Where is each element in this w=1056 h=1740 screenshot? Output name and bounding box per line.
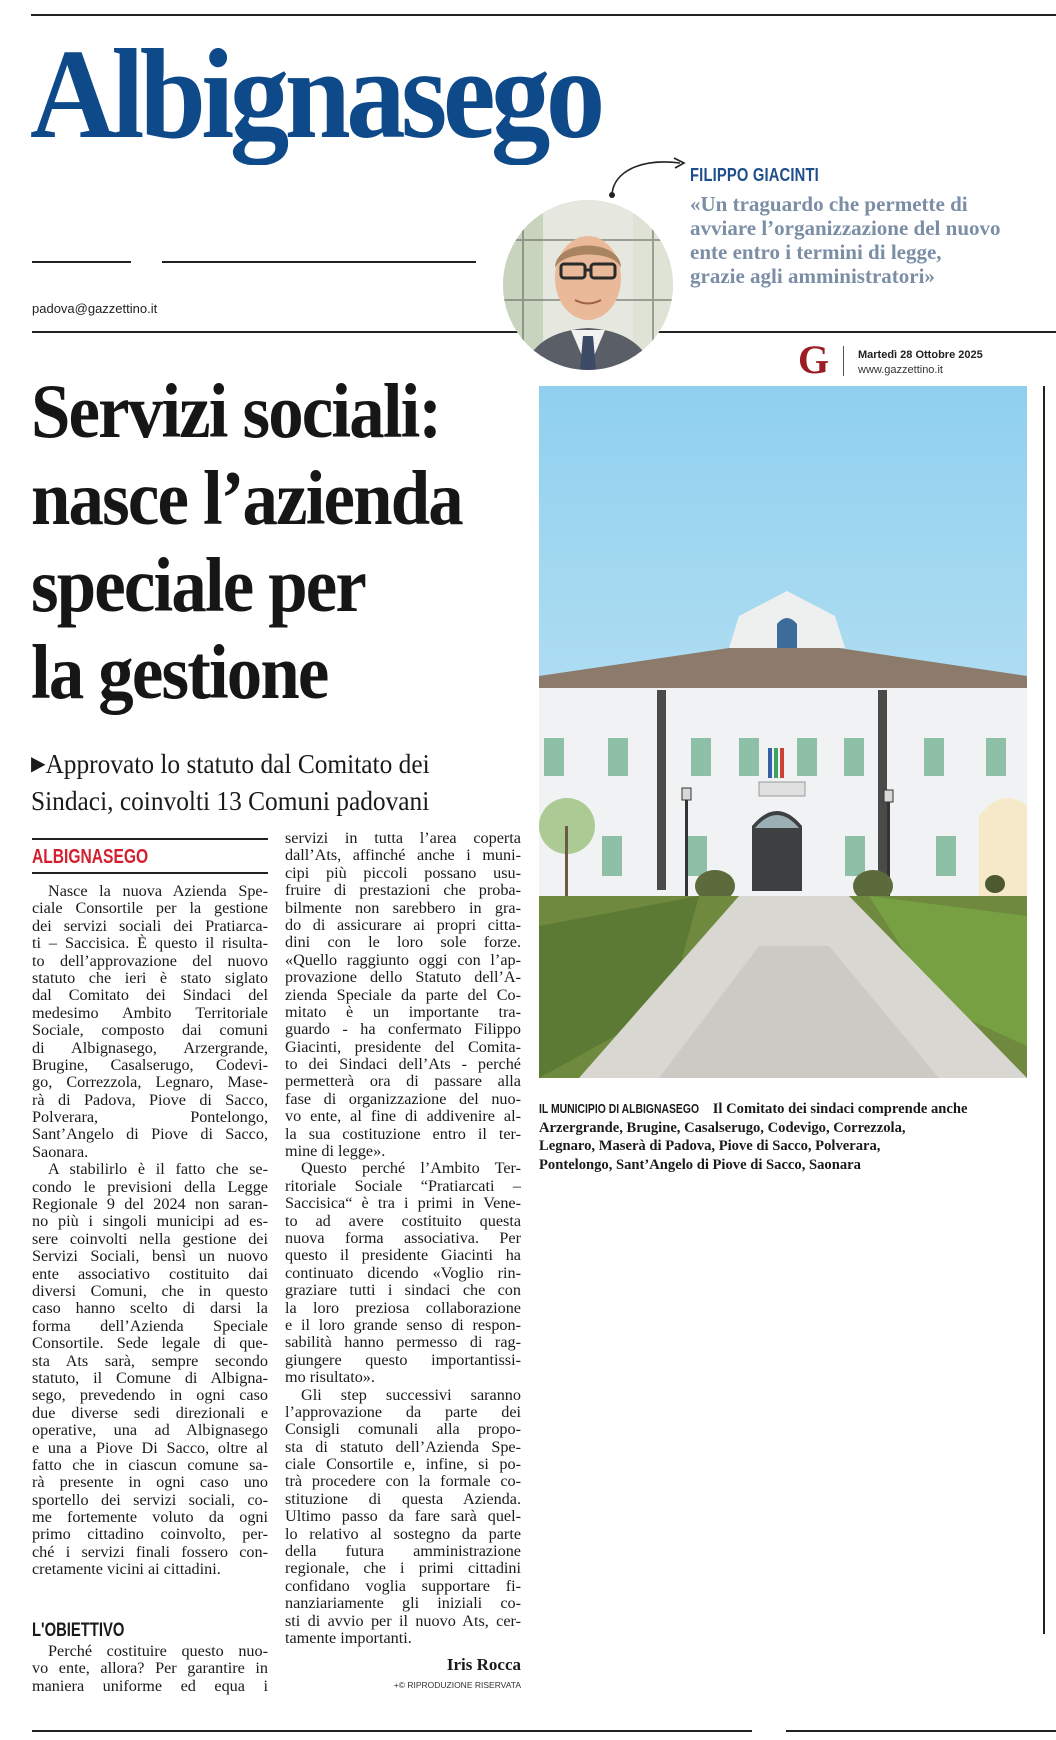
body-text-line: fatto che in ciascun comune sa- — [32, 1455, 268, 1474]
subheadline-deck — [31, 747, 430, 818]
quote-line: «Un traguardo che permette di — [690, 192, 968, 216]
caption-line: Pontelongo, Sant’Angelo di Piove di Sacco, Saonara — [539, 1156, 861, 1173]
body-text-line: go, Correzzola, Legnaro, Mase- — [32, 1073, 268, 1092]
body-text-line: medesimo Ambito Territoriale — [32, 1003, 268, 1022]
gazzettino-logo: G — [798, 337, 830, 382]
town-hall-photo — [539, 386, 1027, 1078]
logo-separator — [843, 346, 844, 376]
body-text-line: ritoriale Sociale “Pratiarcati – — [285, 1176, 521, 1195]
body-text-line: Gli step successivi saranno — [301, 1385, 521, 1404]
body-text-line: sabilità hanno permesso di rag- — [285, 1333, 521, 1352]
body-text-line: tamente importanti. — [285, 1628, 412, 1647]
body-text-line: diversi Comuni, che in questo — [32, 1281, 268, 1300]
top-rule — [31, 14, 1056, 16]
body-text-line: graziare tutti i sindaci che con — [285, 1281, 521, 1300]
body-text-line: Sant’Angelo di Piove di Sacco, — [32, 1125, 268, 1144]
body-text-line: Saccisica“ è tra i primi in Vene- — [285, 1194, 521, 1213]
headline-line: la gestione — [31, 629, 328, 715]
quote-author: FILIPPO GIACINTI — [690, 165, 819, 185]
body-text-line: vo ente, allora? Per garantire in — [32, 1659, 268, 1678]
headline — [31, 368, 462, 716]
body-text-line: no più i singoli municipi ad es- — [32, 1212, 268, 1231]
body-text-line: Regionale 9 del 2024 non saran- — [32, 1195, 268, 1214]
body-text-line: dall’Ats, affinché anche i muni- — [285, 846, 521, 865]
body-text-line: ché i servizi finali fossero con- — [32, 1542, 268, 1561]
article-column-2 — [285, 830, 521, 1647]
body-text-line: l’approvazione da parte dei — [285, 1402, 521, 1421]
byline: Iris Rocca — [446, 1655, 521, 1674]
body-text-line: regionale, che i primi cittadini — [285, 1559, 521, 1578]
kicker-rule-bottom — [32, 872, 268, 874]
quote-line: grazie agli amministratori» — [690, 264, 935, 288]
body-text-line: la loro preziosa collaborazione — [285, 1298, 521, 1317]
town-hall-image — [539, 386, 1027, 1078]
body-text-line: e una a Piove Di Sacco, oltre al — [32, 1438, 268, 1457]
body-text-line: servizi in tutta l’area coperta — [285, 829, 521, 847]
caption-label: IL MUNICIPIO DI ALBIGNASEGO — [539, 1101, 700, 1116]
body-text-line: sti di avvio per il nuovo Ats, cer- — [285, 1611, 521, 1630]
body-text-line: cipi più piccoli possano usu- — [285, 863, 521, 882]
body-text-line: operative, una ad Albignasego — [32, 1421, 268, 1440]
body-text-line: fruire di prestazioni che proba- — [285, 881, 521, 900]
body-text-line: sportello dei servizi sociali, co- — [32, 1490, 268, 1509]
body-text-line: la sua costituzione entro il ter- — [285, 1124, 521, 1143]
body-text-line: continuato dicendo «Voglio rin- — [285, 1263, 521, 1282]
body-text-line: cretamente vicini ai cittadini. — [32, 1560, 221, 1579]
issue-date: Martedì 28 Ottobre 2025 — [858, 349, 983, 361]
body-text-line: nanziariamente gli iniziali co- — [285, 1594, 521, 1613]
triangle-bullet-icon: ▶ — [31, 753, 46, 775]
kicker-location: ALBIGNASEGO — [32, 846, 149, 868]
body-text-line: Giacinti, presidente del Comita- — [285, 1037, 521, 1056]
body-text-line: to dei Sindaci dell’Ats - perché — [285, 1055, 521, 1074]
body-text-line: nuova forma associativa. Per — [285, 1228, 521, 1247]
body-text-line: mo risultato». — [285, 1368, 375, 1387]
deck-line: Approvato lo statuto dal Comitato dei — [45, 749, 430, 779]
body-text-line: permetterà ora di passare alla — [285, 1072, 521, 1091]
body-text-line: condo le previsioni della Legge — [32, 1177, 268, 1196]
deck-line: Sindaci, coinvolti 13 Comuni padovani — [31, 786, 430, 816]
header-rule-long — [162, 261, 476, 263]
kicker-rule-top — [32, 838, 268, 840]
body-text-line: me fortemente voluto da ogni — [32, 1508, 268, 1527]
body-text-line: primo cittadino coinvolto, per- — [32, 1525, 268, 1544]
body-text-line: ente associativo costituito dai — [32, 1264, 268, 1283]
body-text-line: Servizi Sociali, bensì un nuovo — [32, 1247, 268, 1266]
body-text-line: caso hanno scelto di darsi la — [32, 1299, 268, 1318]
body-text-line: provazione dello Statuto dell’A- — [285, 968, 521, 987]
body-text-line: mitato è un importante tra- — [285, 1002, 521, 1021]
body-text-line: e il loro grande senso di respon- — [285, 1315, 521, 1334]
body-text-line: Perché costituire questo nuo- — [48, 1642, 268, 1660]
article-column-1-continued — [32, 1643, 268, 1695]
body-text-line: due diverse sedi direzionali e — [32, 1403, 268, 1422]
caption-line: Il Comitato dei sindaci comprende anche — [712, 1101, 968, 1117]
body-text-line: ciale Consortile per la gestione — [32, 899, 268, 918]
body-text-line: zienda Speciale da parte del Co- — [285, 985, 521, 1004]
pull-quote — [690, 192, 1056, 288]
body-text-line: stituzione di questa Azienda. — [285, 1489, 521, 1508]
body-text-line: Saonara. — [32, 1142, 89, 1161]
body-text-line: ciale Consortile e, infine, si po- — [285, 1455, 521, 1474]
caption-line: Legnaro, Maserà di Padova, Piove di Sacco, Polverara, — [539, 1138, 881, 1155]
body-text-line: «Quello raggiunto oggi con l’ap- — [285, 950, 521, 969]
body-text-line: ti – Saccisica. È questo il risulta- — [32, 934, 268, 953]
headline-line: nasce l’azienda — [31, 455, 462, 541]
caption-line: Arzergrande, Brugine, Casalserugo, Codevigo, Correzzola, — [539, 1119, 906, 1136]
body-text-line: trà procedere con la formale co- — [285, 1472, 521, 1491]
body-text-line: Brugine, Casalserugo, Codevi- — [32, 1055, 268, 1074]
portrait-image — [503, 200, 673, 370]
body-text-line: Consortile. Sede legale di que- — [32, 1334, 268, 1353]
body-text-line: sego, prevedendo in ogni caso — [32, 1386, 268, 1405]
body-text-line: sta Ats sarà, sempre secondo — [32, 1351, 268, 1370]
body-text-line: mine di legge». — [285, 1142, 386, 1161]
body-text-line: dini con le loro sole forze. — [285, 933, 521, 952]
portrait-photo — [503, 200, 673, 370]
header-rule-short — [32, 261, 131, 263]
body-text-line: maniera uniforme ed equa i — [32, 1676, 268, 1695]
section-title: Albignasego — [30, 23, 601, 165]
body-text-line: forma dell’Azienda Speciale — [32, 1316, 268, 1335]
body-text-line: Sociale, composto dai comuni — [32, 1021, 268, 1040]
article-column-1 — [32, 883, 268, 1579]
headline-line: speciale per — [31, 542, 365, 628]
body-text-line: to ad avere costituito questa — [285, 1211, 521, 1230]
body-text-line: Questo perché l’Ambito Ter- — [301, 1159, 521, 1178]
body-text-line: guardo - ha confermato Filippo — [285, 1020, 521, 1039]
bottom-rule-left — [32, 1730, 752, 1732]
body-text-line: to dell’approvazione del nuovo — [32, 951, 268, 970]
reproduction-notice: +© RIPRODUZIONE RISERVATA — [393, 1680, 521, 1690]
body-text-line: fase di organizzazione del nuo- — [285, 1089, 521, 1108]
body-text-line: Consigli comunali alla propo- — [285, 1420, 521, 1439]
bottom-rule-right — [786, 1730, 1056, 1732]
body-text-line: rà di Padova, Piove di Sacco, — [32, 1090, 268, 1109]
body-text-line: statuto, il Comune di Albigna- — [32, 1368, 268, 1387]
body-text-line: Ultimo passo da fare sarà quel- — [285, 1507, 521, 1526]
body-text-line: do di assicurare ai propri citta- — [285, 915, 521, 934]
body-text-line: vo ente, al fine di addivenire al- — [285, 1107, 521, 1126]
body-text-line: di Albignasego, Arzergrande, — [32, 1038, 268, 1057]
body-text-line: della futura amministrazione — [285, 1542, 521, 1561]
body-text-line: dei servizi sociali dei Pratiarca- — [32, 916, 268, 935]
body-text-line: sere coinvolti nella gestione dei — [32, 1229, 268, 1248]
newspaper-url[interactable]: www.gazzettino.it — [858, 364, 943, 376]
body-text-line: lo relativo al sostegno da parte — [285, 1524, 521, 1543]
body-text-line: bilmente non sarebbero in gra- — [285, 898, 521, 917]
contact-email[interactable]: padova@gazzettino.it — [32, 301, 158, 316]
body-text-line: sta di statuto dell’Azienda Spe- — [285, 1437, 521, 1456]
body-text-line: dal Comitato dei Sindaci del — [32, 986, 268, 1005]
body-text-line: questo il presidente Giacinti ha — [285, 1246, 521, 1265]
photo-caption — [539, 1100, 1039, 1174]
body-text-line: giungere questo importantissi- — [285, 1350, 521, 1369]
body-text-line: Polverara, Pontelongo, — [32, 1108, 268, 1127]
quote-line: avviare l’organizzazione del nuovo — [690, 216, 1001, 240]
section-subheading: L'OBIETTIVO — [32, 1620, 125, 1641]
body-text-line: Nasce la nuova Azienda Spe- — [48, 882, 268, 900]
body-text-line: A stabilirlo è il fatto che se- — [48, 1160, 268, 1179]
body-text-line: confidano voglia supportare fi- — [285, 1576, 521, 1595]
right-column-rule — [1043, 386, 1045, 1634]
body-text-line: statuto che ieri è stato siglato — [32, 968, 268, 987]
pointer-arrow-icon — [600, 150, 700, 210]
quote-line: ente entro i termini di legge, — [690, 240, 942, 264]
body-text-line: rà presente in ogni caso uno — [32, 1473, 268, 1492]
headline-line: Servizi sociali: — [31, 368, 441, 454]
